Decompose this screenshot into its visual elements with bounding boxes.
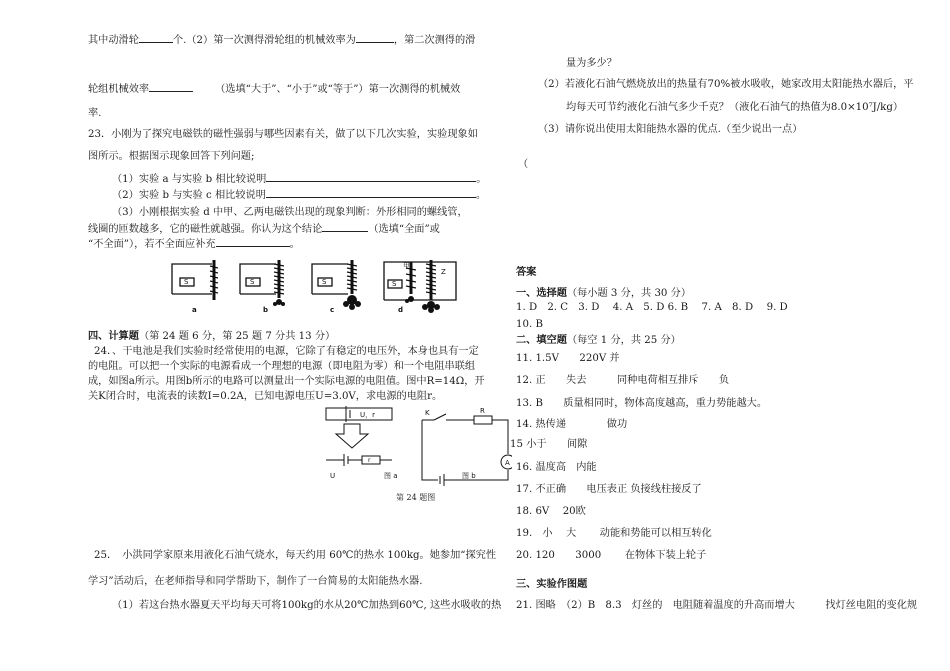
sec1-note: （每小题 3 分，共 30 分） [566,288,692,299]
q25-line1: 25． 小洪同学家原来用液化石油气烧水，每天约用 60℃的热水 100kg。她参加“探究性 [94,550,497,561]
answer-blank [216,236,290,247]
fig-label-c: c [330,306,335,314]
q25-sub3: （3）请你说出使用太阳能热水器的优点.（至少说出一点） [538,124,803,135]
section4-title: 四、计算题 [88,330,139,342]
answer-blank [149,81,193,92]
sec2-heading [516,334,681,347]
stray-paren: （ [518,159,529,170]
answer-blank [266,171,476,182]
fig24-k-label: K [425,409,430,417]
q25-continue: 量为多少？ [566,58,617,69]
magnet-jia-label: 甲 [403,262,410,270]
sec1-heading [516,287,691,300]
q25-sub2-cont: 均每天可节约液化石油气多少千克？（液化石油气的热值为8.0×10⁷J/kg） [566,102,904,113]
period: 。 [475,190,487,201]
answer-12: 12. 正 失去 同种电荷相互排斥 负 [516,375,730,386]
q22-line2 [88,81,460,96]
fig24-u-label: U [330,472,336,480]
answer-21: 21. 图略 （2）B 8.3 灯丝的 电阻随着温度的升高而增大 找灯丝电阻的变化规 [516,600,918,611]
q24-line4: 关K闭合时，电流表的读数I=0.2A，已知电源电压U=3.0V，求电源的电阻r。 [88,391,443,402]
q23-text: （选填“全面”或 [368,224,440,235]
fig24-r-label: r [368,457,371,464]
fig24-bigr-label: R [480,407,485,415]
magnet-yi-label: Z [441,268,446,276]
q25-line2: 学习”活动后，在老师指导和同学帮助下，制作了一台简易的太阳能热水器. [88,576,423,587]
section4-heading [88,330,335,343]
answers-title: 答案 [516,266,537,278]
q24-line1: 24．、干电池是我们实验时经常使用的电源，它除了有稳定的电压外，本身也具有一定 [94,346,479,357]
q22-line1 [88,32,475,47]
figure-24 [322,404,512,486]
q23-text: “不全面”），若不全面应补充 [88,239,216,250]
answer-19: 19. 小 大 动能和势能可以相互转化 [516,528,712,539]
fig24-b-label: 图 b [462,472,476,480]
answer-blank [322,221,368,232]
answer-11: 11. 1.5V 220V 并 [516,353,620,364]
q22-text: 个.（2）第一次测得滑轮组的机械效率为 [172,35,356,46]
q23-sub3-line2 [88,221,440,236]
fig24-ur-label: U，r [360,411,376,419]
q22-text: 轮组机械效率 [88,84,150,95]
fig24-caption: 第 24 题图 [396,493,436,502]
answer-16: 16. 温度高 内能 [516,462,597,473]
period: 。 [289,239,300,250]
q23-sub1-text: （1）实验 a 与实验 b 相比较说明 [112,174,267,185]
sec1-answers: 1. D 2. C 3. D 4. A 5. D 6. B 7. A 8. D 9. D [516,302,788,313]
fig-label-d: d [398,306,404,314]
sec1-answers-2: 10. B [516,319,543,330]
answer-17: 17. 不正确 电压表正 负接线柱接反了 [516,484,702,495]
sec1-title: 一、选择题 [516,287,567,299]
period: 。 [476,174,487,185]
q23-sub2 [112,187,486,202]
answer-blank [266,187,476,198]
q22-text: （选填“大于”、“小于”或“等于”）第一次测得的机械效 [215,84,461,95]
switch-label-c: S [322,278,327,286]
answer-13: 13. B 质量相同时，物体高度越高，重力势能越大。 [516,398,768,409]
switch-label-d: S [392,280,397,288]
switch-label-b: S [250,278,255,286]
answer-blank [139,32,173,43]
q23-sub3-line3 [88,236,300,251]
answer-20: 20. 120 3000 在物体下装上轮子 [516,550,707,561]
sec2-note: （每空 1 分，共 25 分） [566,335,681,346]
sec2-title: 二、填空题 [516,334,567,346]
q25-line3: （1）若这台热水器夏天平均每天可将100kg的水从20℃加热到60℃, 这些水吸收的热 [112,600,502,611]
fig24-ammeter-label: A [505,459,510,467]
q23-sub3-line1: （3）小刚根据实验 d 中甲、乙两电磁铁出现的现象判断：外形相同的螺线管， [112,207,468,218]
q24-line2: 的电阻。可以把一个实际的电源看成一个理想的电源（即电阻为零）和一个电阻串联组 [88,361,476,372]
q23-line2: 图所示。根据图示现象回答下列问题; [88,151,255,162]
q22-text: 其中动滑轮 [88,35,139,46]
q23-line1: 23．小刚为了探究电磁铁的磁性强弱与哪些因素有关，做了以下几次实验，实验现象如 [88,129,478,140]
fig24-a-label: 图 a [384,472,398,480]
fig-label-a: a [192,306,197,314]
answer-blank [356,32,394,43]
q22-line3: 率. [88,108,102,119]
fig-label-b: b [263,306,269,314]
sec3-title: 三、实验作图题 [516,578,588,590]
q24-line3: 成，如图a所示。用图b所示的电路可以测量出一个实际电源的电阻值。图中R=14Ω，开 [88,376,485,387]
electromagnet-figure [166,254,466,316]
q22-text: ，第二次测得的滑 [393,35,476,46]
q23-sub1 [112,171,486,186]
answer-18: 18. 6V 20欧 [516,506,586,517]
section4-note: （第 24 题 6 分，第 25 题 7 分共 13 分） [138,331,336,342]
switch-label-a: S [184,278,189,286]
answer-15: 15 小于 间隙 [510,439,588,450]
q23-sub2-text: （2）实验 b 与实验 c 相比较说明 [112,190,266,201]
q23-text: 线圈的匝数越多，它的磁性就越强。你认为这个结论 [88,224,323,235]
answer-14: 14. 热传递 做功 [516,419,628,430]
q25-sub2: （2）若液化石油气燃烧放出的热量有70%被水吸收，她家改用太阳能热水器后，平 [538,79,914,90]
